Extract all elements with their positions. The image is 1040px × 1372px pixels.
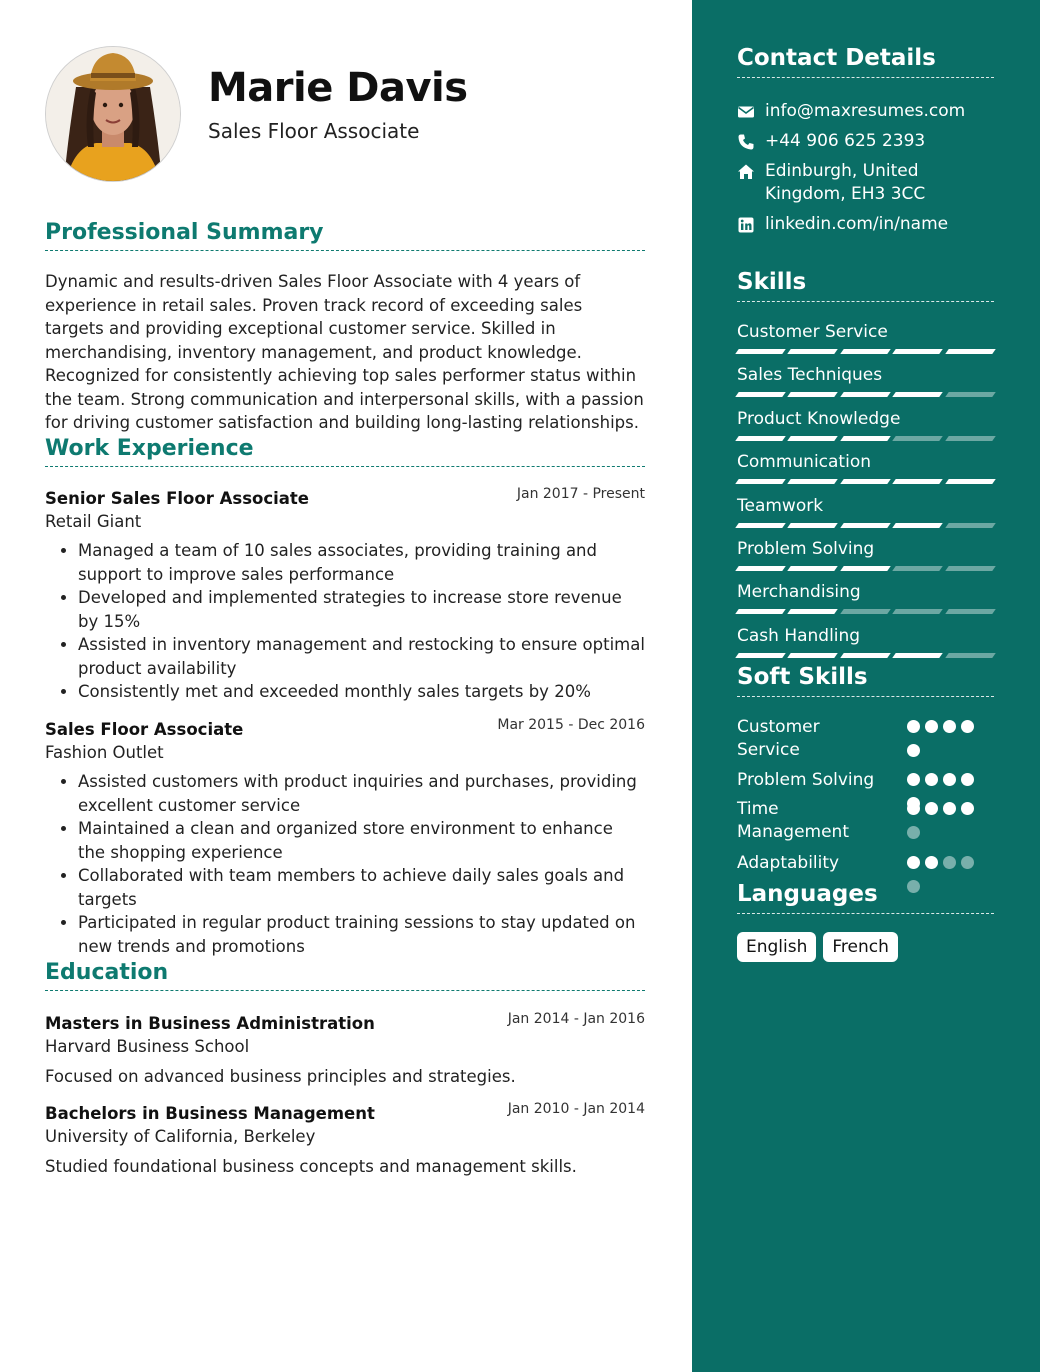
skill-level-segment <box>840 479 891 484</box>
skill-level-segment <box>788 392 839 397</box>
skill-level-segment <box>735 392 786 397</box>
skill-level-bar <box>737 436 994 441</box>
skill-level-segment <box>945 436 996 441</box>
school-name: Harvard Business School <box>45 1037 250 1056</box>
rating-dot <box>943 802 956 815</box>
skill-item <box>737 364 994 397</box>
rating-dot <box>925 802 938 815</box>
skill-name: Sales Techniques <box>737 365 883 386</box>
degree-title: Bachelors in Business Management <box>45 1104 375 1123</box>
candidate-title: Sales Floor Associate <box>208 119 420 143</box>
languages-heading: Languages <box>737 881 994 914</box>
rating-dot <box>925 773 938 786</box>
soft-skill-item <box>737 769 994 792</box>
language-tag: French <box>823 932 898 962</box>
skill-name: Product Knowledge <box>737 408 901 429</box>
job-company: Retail Giant <box>45 512 142 531</box>
languages-list <box>737 932 898 962</box>
soft-skill-name: Problem Solving <box>737 770 875 790</box>
skill-level-segment <box>840 609 891 614</box>
contact-address <box>737 160 997 206</box>
job-bullets <box>45 770 645 958</box>
skill-level-segment <box>945 392 996 397</box>
rating-dot <box>907 856 920 869</box>
job-bullet: • Participated in regular product training sessions to stay updated on new trends and promotions <box>78 911 645 958</box>
job-entry <box>45 718 645 958</box>
skill-level-segment <box>892 566 943 571</box>
rating-dot <box>907 802 920 815</box>
avatar <box>45 46 181 182</box>
job-bullet: • Consistently met and exceeded monthly sales targets by 20% <box>78 680 645 704</box>
soft-skills-heading: Soft Skills <box>737 664 994 697</box>
contact-heading: Contact Details <box>737 45 994 78</box>
skill-level-segment <box>788 609 839 614</box>
job-title: Senior Sales Floor Associate <box>45 489 309 508</box>
soft-skill-item <box>737 852 994 875</box>
rating-dot <box>961 720 974 733</box>
job-bullet: • Maintained a clean and organized store environment to enhance the shopping experience <box>78 817 645 864</box>
skill-item <box>737 538 994 571</box>
skill-name: Teamwork <box>737 495 824 516</box>
rating-dot <box>907 720 920 733</box>
education-date: Jan 2014 - Jan 2016 <box>507 1011 645 1027</box>
skill-level-segment <box>735 523 786 528</box>
skill-level-segment <box>788 349 839 354</box>
linkedin-icon <box>737 216 755 234</box>
job-bullet: • Assisted in inventory management and restocking to ensure optimal product availability <box>78 633 645 680</box>
rating-dot <box>907 826 920 839</box>
skill-level-segment <box>892 653 943 658</box>
job-entry <box>45 487 645 704</box>
skill-level-segment <box>840 436 891 441</box>
skill-name: Communication <box>737 452 871 473</box>
skill-level-segment <box>788 566 839 571</box>
skill-level-bar <box>737 609 994 614</box>
soft-skill-name: Adaptability <box>737 853 840 873</box>
phone-text: +44 906 625 2393 <box>765 131 926 151</box>
skill-level-segment <box>945 609 996 614</box>
skill-level-segment <box>840 523 891 528</box>
skill-level-segment <box>788 523 839 528</box>
skill-level-bar <box>737 523 994 528</box>
skill-level-segment <box>788 653 839 658</box>
education-date: Jan 2010 - Jan 2014 <box>507 1101 645 1117</box>
skill-level-segment <box>945 479 996 484</box>
skill-level-segment <box>892 436 943 441</box>
degree-title: Masters in Business Administration <box>45 1014 375 1033</box>
skill-item <box>737 408 994 441</box>
education-entry <box>45 1012 645 1088</box>
job-bullets <box>45 539 645 704</box>
skill-name: Cash Handling <box>737 625 861 646</box>
skill-level-segment <box>945 653 996 658</box>
skill-level-segment <box>840 349 891 354</box>
language-tag: English <box>737 932 816 962</box>
skill-level-segment <box>892 523 943 528</box>
phone-icon <box>737 133 755 151</box>
experience-heading: Work Experience <box>45 436 645 467</box>
job-title: Sales Floor Associate <box>45 720 244 739</box>
skill-item <box>737 495 994 528</box>
skill-item <box>737 321 994 354</box>
rating-dot <box>907 773 920 786</box>
skill-level-segment <box>735 609 786 614</box>
skill-level-segment <box>735 349 786 354</box>
skill-level-segment <box>840 392 891 397</box>
education-entry <box>45 1102 645 1178</box>
skill-level-segment <box>735 653 786 658</box>
skill-level-bar <box>737 392 994 397</box>
skill-level-segment <box>788 479 839 484</box>
sidebar <box>692 0 1040 1372</box>
address-text: Edinburgh, United Kingdom, EH3 3CC <box>765 161 926 204</box>
skills-heading: Skills <box>737 269 994 302</box>
skill-level-segment <box>945 566 996 571</box>
skill-name: Customer Service <box>737 322 888 342</box>
contact-linkedin[interactable] <box>737 213 997 236</box>
candidate-name: Marie Davis <box>208 65 468 111</box>
soft-skill-item <box>737 716 994 762</box>
job-bullet: • Managed a team of 10 sales associates, providing training and support to improve sales performance <box>78 539 645 586</box>
rating-dot <box>943 856 956 869</box>
education-heading: Education <box>45 960 645 991</box>
rating-dot <box>925 720 938 733</box>
education-description: Focused on advanced business principles and strategies. <box>45 1067 516 1086</box>
education-description: Studied foundational business concepts and management skills. <box>45 1157 577 1176</box>
job-bullet: • Collaborated with team members to achieve daily sales goals and targets <box>78 864 645 911</box>
skill-name: Merchandising <box>737 582 861 603</box>
rating-dot <box>943 773 956 786</box>
skill-level-segment <box>945 523 996 528</box>
rating-dot <box>961 802 974 815</box>
job-date: Jan 2017 - Present <box>516 486 645 502</box>
rating-dot <box>907 744 920 757</box>
home-icon <box>737 163 755 181</box>
linkedin-text: linkedin.com/in/name <box>765 214 949 234</box>
skill-level-bar <box>737 479 994 484</box>
skill-level-segment <box>788 436 839 441</box>
job-date: Mar 2015 - Dec 2016 <box>497 717 645 733</box>
job-bullet: • Developed and implemented strategies to increase store revenue by 15% <box>78 586 645 633</box>
contact-phone[interactable] <box>737 130 997 153</box>
skill-item <box>737 581 994 614</box>
skill-level-segment <box>892 609 943 614</box>
skill-level-bar <box>737 566 994 571</box>
skill-level-segment <box>892 479 943 484</box>
rating-dot <box>943 720 956 733</box>
soft-skill-name: Customer Service <box>737 717 820 760</box>
job-company: Fashion Outlet <box>45 743 164 762</box>
soft-skill-item <box>737 798 994 844</box>
rating-dot <box>961 773 974 786</box>
skill-level-segment <box>735 436 786 441</box>
skill-level-segment <box>735 566 786 571</box>
rating-dot <box>961 856 974 869</box>
skill-level-segment <box>735 479 786 484</box>
skill-name: Problem Solving <box>737 539 875 559</box>
rating-dot <box>925 856 938 869</box>
envelope-icon <box>737 103 755 121</box>
profile-photo <box>46 47 180 181</box>
skill-level-segment <box>840 653 891 658</box>
email-text: info@maxresumes.com <box>765 101 966 121</box>
skill-level-segment <box>840 566 891 571</box>
skill-level-segment <box>892 392 943 397</box>
skill-level-segment <box>945 349 996 354</box>
summary-text: Dynamic and results-driven Sales Floor Associate with 4 years of experience in retail sales. Proven track record of exceeding sales targets and providing exceptional customer service. Skilled in merchandising, inventory management, and product knowledge. Recognized for consistently achieving top sales performer status within the team. Strong communication and interpersonal skills, with a passion for driving customer satisfaction and building long-lasting relationships. <box>45 272 644 432</box>
skill-level-segment <box>892 349 943 354</box>
contact-email[interactable] <box>737 100 997 123</box>
job-bullet: • Assisted customers with product inquiries and purchases, providing excellent customer service <box>78 770 645 817</box>
skill-level-bar <box>737 349 994 354</box>
summary-heading: Professional Summary <box>45 220 645 251</box>
skill-item <box>737 451 994 484</box>
skill-item <box>737 625 994 658</box>
soft-skill-name: Time Management <box>737 799 849 842</box>
skill-level-bar <box>737 653 994 658</box>
school-name: University of California, Berkeley <box>45 1127 316 1146</box>
